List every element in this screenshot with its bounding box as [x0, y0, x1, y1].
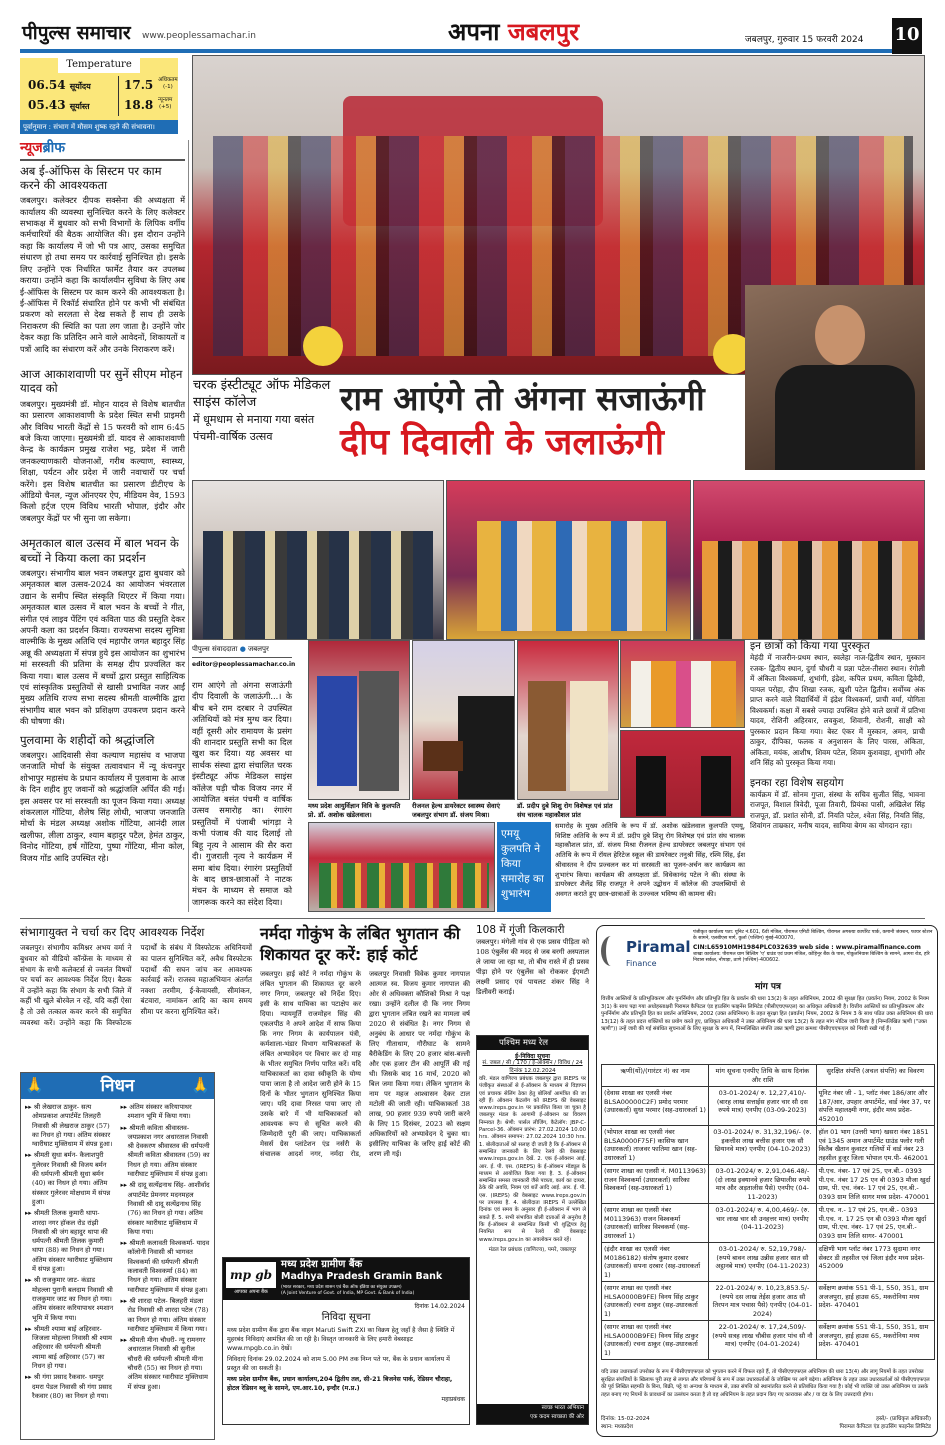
- inaugural-body: समारोह के मुख्य अतिथि के रूप में डॉ. अशोक खंडेलवाल कुलपति एमयू, विशिष्ट अतिथि के रूप में डॉ. प्रदीप दुबे शिशु रोग विशेषज्ञ एवं प्रांत संघ चालक महाकौशल प्रांत, डॉ. संजय मिश्रा रीजनल हेल्थ डायरेक्टर जबलपुर संभाग एवं अतिथि के रूप में रॉयल हेरिटेज स्कूल की डायरेक्टर तनुश्री सिंह, रश्मि सिंह, ईश श्रीवास्तव ने दीप प्रज्वलन कर मां सरस्वती का पूजन-अर्चन कर कार्यक्रम का शुभारंभ किया। कार्यक्रम की अध्यक्षता डॉ. विवेकानंद पटेल ने की। संस्था के डायरेक्टर शैलेंद्र सिंह राजपूत ने अपने उद्बोधन में कॉलेज की उपलब्धियों से अवगत कराते हुए छात्र-छात्राओं के उज्ज्वल भविष्य की कामना की।: [555, 822, 745, 898]
- table-cell: यूनिट नंबर जी - 1, प्लॉट नंबर 186/आर और 187/आर, उपहार अपार्टमेंट, वार्ड नंबर 37, पर संपत्ति महालक्ष्मी नगर, इंदौर मध्य प्रदेश- 452010: [816, 1087, 934, 1126]
- obituary-item: ▸▸ श्रीमती कलावती विश्वकर्मा- यादव कॉलोनी निवासी श्री भागवत विश्वकर्मा की धर्मपत्नी श्रीमती कलावती विश्वकर्मा (84) का निधन हो गया। अंतिम संस्कार ग्वारीघाट मुक्तिधाम में संपन्न हुआ।: [120, 1239, 210, 1294]
- vice-chancellor-photo: [308, 640, 410, 800]
- min-temp: 18.8: [124, 98, 154, 112]
- photo-caption: रीजनल हेल्थ डायरेक्टर स्वास्थ्य सेवाएं जबलपुर संभाग डॉ. संजय मिश्रा।: [412, 802, 500, 819]
- table-cell: सर्वेक्षण क्रमांक 551 पी-1, 550, 351, ग्राम अजजपुरा, हाई हाउस 65, मकरोनिया मध्य प्रदेश- 470401: [816, 1321, 934, 1360]
- table-cell: 22-01-2024/ रु. 10,23,853.5/- (रुपये दस लाख तेईस हजार आठ सौ तिरपन मात्र पचास पैसे) एनपीए (04-01-2024): [709, 1282, 816, 1321]
- issue-date: जबलपुर, गुरुवार 15 फरवरी 2024: [745, 35, 864, 45]
- obituary-item: ▸▸ श्रीमती सुधा बर्मन- कैलाशपुरी गुलेरवर निवासी श्री विजय बर्मन की धर्मपत्नी श्रीमती सुधा बर्मन (40) का निधन हो गया। अंतिम संस्कार गुलेरवर मोक्षधाम में संपन्न हुआ।: [25, 1151, 111, 1206]
- obituary-item: ▸▸ श्री शारदा पटेल- बिलहरी मंडला रोड निवासी श्री शारदा पटेल (78) का निधन हो गया। अंतिम संस्कार ग्वारीघाट मुक्तिधाम में किया गया।: [120, 1296, 209, 1333]
- table-cell: 03-01-2024/ रु. 4,00,469/- (रु. चार लाख चार सौ उनहत्तर मात्र) एनपीए (04-11-2023): [709, 1204, 816, 1243]
- table-row: [602, 1087, 935, 1126]
- news-brief-label: न्यूजब्रीफ: [20, 140, 66, 156]
- obituary-item: ▸▸ श्रीमती श्यामा बाई अहिरवार- जिजला मोहल्ला निवासी श्री श्याम अहिरवार की धर्मपत्नी श्रीमती श्यामा बाई अहिरवार (57) का निधन हो गया।: [25, 1324, 112, 1371]
- photo-caption: डॉ. प्रदीप दुबे शिशु रोग विशेषज्ञ एवं प्रांत संघ चालक महाकौशल प्रांत: [517, 802, 613, 819]
- section-title: अपना जबलपुर: [448, 18, 580, 46]
- table-row: [602, 1165, 935, 1204]
- piramal-logo: Piramal Finance: [601, 932, 691, 977]
- obituary-item: ▸▸ श्रीमती कविता श्रीवास्तव- जयप्रकाश नगर अधारताल निवासी श्री देवकरण श्रीवास्तव की धर्मपत्नी श्रीमती कविता श्रीवास्तव (59) का निधन हो गया। अंतिम संस्कार ग्वारीघाट मुक्तिधाम में संपन्न हुआ।: [120, 1123, 210, 1179]
- obituary-item: ▸▸ श्री लेखराज ठाकुर- सत्य ओमप्रकाश अपार्टमेंट तिलहरी निवासी श्री लेखराज ठाकुर (57) का निधन हो गया। अंतिम संस्कार ग्वारीघाट मुक्तिधाम में संपन्न हुआ।: [25, 1103, 113, 1149]
- table-cell: पी.एच. नंबर- 17 एवं 25, एन.बी.- 0393 पी.एच. नंबर 17 25 एन बी 0393 मौजा खुर्दा ग्राम, पी. एच. नंबर- 17 एवं 25, एन.बी.- 0393 ग्राम तिलि सागर मध्य प्रदेश- 470001: [816, 1165, 934, 1204]
- table-cell: 03-01-2024/ रु. 2,91,046.48/- (दो लाख इक्यानवे हजार छियालीस रुपये मात्र और अड़तालीस पैसे) एनपीए (04-11-2023): [709, 1165, 816, 1204]
- max-temp: 17.5: [124, 78, 154, 92]
- inaugural-box: एमयू कुलपति ने किया समारोह का शुभारंभ: [497, 822, 551, 912]
- brief-body: जबलपुर। कलेक्टर दीपक सक्सेना की अध्यक्षता में कार्यालय की व्यवस्था सुनिश्चित करने के लिए कलेक्टर सभाकक्ष में बुधवार को सभी विभागों के लिपिक वर्गीय कर्मचारियों की बैठक आयोजित की। इस दौरान उन्होंने कहा कि कार्यालय में जो भी पत्र आए, उसका समुचित संधारण हो तथा समय पर कार्रवाई सुनिश्चित हो। इसके लिए उन्होंने एक निर्धारित फार्मेट तैयार कर उपलब्ध कराया। उन्होंने कहा कि कार्यालयीन सुविधा के लिए अब ई-ऑफिस के सिस्टम पर काम करने की आवश्यकता है। ई-ऑफिस में रिकॉर्ड संधारित होने पर कभी भी संबंधित प्रकरण को सरलता से देख सकते हैं साथ ही उसके निराकरण की स्थिति का पता लग जाता है। उन्होंने जोर देकर कहा कि प्रतिदिन आने वाले आवेदनों, शिकायतों व पत्रों आदि का संधारण करें और उनके निराकरण करें।: [20, 195, 185, 354]
- brief-body: जबलपुर। आदिवासी सेवा कल्याण महासंघ व भाजपा जनजाति मोर्चा के संयुक्त तत्वावधान में न्यू कंचनपुर शोभापुर महासंघ के प्रधान कार्यालय में पुलवामा के आज के दिन शहीद हुए जवानों को श्रद्धांजलि अर्पित की गई। इस अवसर पर मां सरस्वती का पूजन किया गया। अध्यक्ष शंकरलाल गोंटिया, शैलेष सिंह लोधी, भाजपा जनजाति मोर्चा के मंडल अध्यक्ष अशोक गोंटिया, आनंदी लाल खलीफा, लीला ठाकुर, श्याम बहादुर पटैल, हेमंत ठाकुर, विनोद गोंटिया, हर्ष गोंटिया, पुष्पा गोंटिया, मीना कोल, विजय गोंड आदि उपस्थित रहे।: [20, 749, 185, 863]
- weather-title: Temperature: [58, 58, 140, 73]
- folded-hands-icon: 🙏: [191, 1076, 210, 1094]
- ambulance-story: 108 में गूंजी किलकारी जबलपुर। मंगेली गांव से एक प्रसव पीड़िता को 108 एंबुलेंस की मदद से जब बरगी अस्पताल ले जाया जा रहा था, तो बीच रास्ते में ही प्रसव पीड़ा होने पर एंबुलेंस को रोककर ईएमटी लक्ष्मी प्रसाद एवं पायलट शंकर सिंह ने डिलीवरी कराई।: [476, 924, 589, 996]
- table-row: [602, 1243, 935, 1282]
- table-cell: 03-01-2024/ रु. 52,19,798/- (रुपये बावन लाख उन्नीस हजार सात सौ अट्ठानबे मात्र) एनपीए (04-11-2023): [709, 1243, 816, 1282]
- brief-body: जबलपुर। संभागीय बाल भवन जबलपुर द्वारा बुधवार को अमृतकाल बाल उत्सव-2024 का आयोजन भंवरताल उद्यान के समीप स्थित संस्कृति थिएटर में किया गया। अमृतकाल बाल उत्सव में बाल भवन के बच्चों ने गीत, संगीत एवं लाइव पेंटिंग एवं कविता पाठ की प्रस्तुति देकर अपनी कला का प्रदर्शन किया। राज्यसभा सदस्य सुमित्रा वाल्मीकि के मुख्य अतिथि एवं महापौर जगत बहादुर सिंह अन्नू की अध्यक्षता में संपन्न हुये इस आयोजन का शुभारंभ मां सरस्वती की प्रतिमा के समक्ष दीप प्रज्वलित कर किया गया। बाल उत्सव में बच्चों द्वारा प्रस्तुत साहित्यिक एवं सांस्कृतिक प्रस्तुतियों से खासी प्रभावित नजर आईं मुख्य अतिथि राज्य सभा सदस्य श्रीमती वाल्मीकि द्वारा संभागीय बाल भवन को प्रशिक्षण उपकरण प्रदान करने की घोषणा की।: [20, 567, 185, 727]
- table-cell: (सागर शाखा का एलसी नंबर HLSA0000B9FE) विनय सिंह ठाकुर (उधारकर्ता) रचना ठाकुर (सह-उधारकर्ता 1): [602, 1282, 709, 1321]
- obituary-box: निधन 🙏 🙏 ▸▸ श्री लेखराज ठाकुर- सत्य ओमप्रकाश अपार्टमेंट तिलहरी निवासी श्री लेखराज ठाकुर (57) का निधन हो गया। अंतिम संस्कार ग्वारीघाट मुक्तिधाम में संपन्न हुआ। ▸▸ श्रीमती सुधा बर्मन- कैलाशपुरी गुलेरवर निवासी श्री विजय बर्मन की धर्मपत्नी श्रीमती सुधा बर्मन (40) का निधन हो गया। अंतिम संस्कार गुलेरवर मोक्षधाम में संपन्न हुआ। ▸▸ श्रीमती तिलक कुमारी थापा- शारदा नगर हॉकल रोड रांझी निवासी श्री जंग बहादुर थापा की धर्मपत्नी श्रीमती तिलक कुमारी थापा (88) का निधन हो गया। अंतिम संस्कार ग्वारीघाट मुक्तिधाम में संपन्न हुआ। ▸▸ श्री राजकुमार जाट- कंडाड मोहल्ला पुरानी बलदाम निवासी श्री राजकुमार जाट का निधन हो गया। अंतिम संस्कार करियापाथर श्मशान भूमि में किया गया। ▸▸ श्रीमती श्यामा बाई अहिरवार- जिजला मोहल्ला निवासी श्री श्याम अहिरवार की धर्मपत्नी श्रीमती श्यामा बाई अहिरवार (57) का निधन हो गया। ▸▸ श्री गंगा प्रसाद रैकवार- धमपुर दमरा पेडल निवासी श्री गंगा प्रसाद रैकवार (80) का निधन हो गया। ▸▸ अंतिम संस्कार करियापाथर श्मशान भूमि में किया गया। ▸▸ श्रीमती कविता श्रीवास्तव- जयप्रकाश नगर अधारताल निवासी श्री देवकरण श्रीवास्तव की धर्मपत्नी श्रीमती कविता श्रीवास्तव (59) का निधन हो गया। अंतिम संस्कार ग्वारीघाट मुक्तिधाम में संपन्न हुआ। ▸▸ श्री दादू सत्येंद्रनाथ सिंह- आशीर्वाद अपार्टमेंट प्रेमनगर मदनमहल निवासी श्री दादू सत्येंद्रनाथ सिंह (76) का निधन हो गया। अंतिम संस्कार ग्वारीघाट मुक्तिधाम में किया गया। ▸▸ श्रीमती कलावती विश्वकर्मा- यादव कॉलोनी निवासी श्री भागवत विश्वकर्मा की धर्मपत्नी श्रीमती कलावती विश्वकर्मा (84) का निधन हो गया। अंतिम संस्कार ग्वारीघाट मुक्तिधाम में संपन्न हुआ। ▸▸ श्री शारदा पटेल- बिलहरी मंडला रोड निवासी श्री शारदा पटेल (78) का निधन हो गया। अंतिम संस्कार ग्वारीघाट मुक्तिधाम में किया गया। ▸▸ श्रीमती मीना चौधरी- न्यू रामनगर अधारताल निवासी श्री सुनील चौधरी की धर्मपत्नी श्रीमती मीना चौधरी (55) का निधन हो गया। अंतिम संस्कार ग्वारीघाट मुक्तिधाम में संपन्न हुआ।: [20, 1072, 215, 1440]
- obituary-item: ▸▸ श्री गंगा प्रसाद रैकवार- धमपुर दमरा पेडल निवासी श्री गंगा प्रसाद रैकवार (80) का निधन हो गया।: [25, 1373, 112, 1400]
- table-cell: (देवास शाखा का एलसी नंबर BLSA00000C2F) प्रमोद परमार (उधारकर्ता) सुधा परमार (सह-उधारकर्ता 1): [602, 1087, 709, 1126]
- table-cell: दक्षिणी भाग प्लॉट नंबर 1773 सुदामा नगर सेक्टर डी तहसील एवं जिला इंदौर मध्य प्रदेश- 452009: [816, 1243, 934, 1282]
- weather-forecast: पूर्वानुमान : संभाग में मौसम शुष्क रहने की संभावना।: [20, 120, 178, 134]
- news-brief-column: [20, 140, 185, 864]
- folded-hands-icon: 🙏: [25, 1076, 44, 1094]
- masthead-rule: [20, 49, 892, 53]
- punjabi-dance-photo: [620, 730, 745, 818]
- weather-box: Temperature 06.54 सूर्योदय 05.43 सूर्यास्त 17.5 अधिकतम (-1) 18.8 न्यूनतम (+5): [20, 58, 178, 120]
- table-cell: (इंदौर शाखा का एलसी नंबर M0186182) संतोष कुमार दरबार (उधारकर्ता) सपना दरबार (सह-उधारकर्ता 1): [602, 1243, 709, 1282]
- table-cell: सर्वेक्षण क्रमांक 551 पी-1, 550, 351, ग्राम अजजपुरा, हाई हाउस 65, मकरोनिया मध्य प्रदेश- 470401: [816, 1282, 934, 1321]
- lead-kicker: चरक इंस्टीट्यूट ऑफ मेडिकल साइंस कॉलेज में धूमधाम से मनाया गया बसंत पंचमी-वार्षिक उत्सव: [193, 378, 331, 443]
- table-row: [602, 1282, 935, 1321]
- group-photo-1: [192, 480, 444, 640]
- mpgb-logo: mp gb: [226, 1262, 276, 1288]
- obituary-item: ▸▸ अंतिम संस्कार करियापाथर श्मशान भूमि में किया गया।: [120, 1103, 192, 1121]
- folk-dance-photo: [308, 822, 495, 912]
- table-cell: 22-01-2024/ रु. 17,24,509/- (रुपये सत्रह लाख चौबीस हजार पांच सौ नौ मात्र) एनपीए (04-01-2024): [709, 1321, 816, 1360]
- website-url[interactable]: www.peoplessamachar.in: [142, 31, 256, 41]
- brief-headline: अब ई-ऑफिस के सिस्टम पर काम करने की आवश्यकता: [20, 163, 162, 192]
- chief-guest-photo: [745, 285, 925, 470]
- obituary-item: ▸▸ श्रीमती मीना चौधरी- न्यू रामनगर अधारताल निवासी श्री सुनील चौधरी की धर्मपत्नी श्रीमती मीना चौधरी (55) का निधन हो गया। अंतिम संस्कार ग्वारीघाट मुक्तिधाम में संपन्न हुआ।: [120, 1336, 208, 1391]
- masthead: [0, 0, 945, 52]
- demand-notice-table: [601, 1064, 935, 1360]
- newspaper-logo: पीपुल्स समाचार: [22, 22, 131, 44]
- lead-byline: पीपुल्स संवाददाता ● जबलपुर editor@peoplessamachar.co.in: [192, 645, 296, 668]
- table-row: [602, 1321, 935, 1360]
- brief-headline: पुलवामा के शहीदों को श्रद्धांजलि: [20, 732, 155, 747]
- group-photo-2: [693, 480, 925, 640]
- narmada-story: नर्मदा गोकुंभ के लंबित भुगतान की शिकायत दूर करें: हाई कोर्ट जबलपुर। हाई कोर्ट ने नर्मदा गोकुंभ के लंबित भुगतान की शिकायत दूर करने नगर निगम, जबलपुर को निर्देश दिए। इसी के साथ याचिका का पटाक्षेप कर दिया। न्यायमूर्ति राजमोहन सिंह की एकलपीठ ने अपने आदेश में साफ किया कि नगर निगम के कार्यपालन यंत्री, कर्मशाला-भंडार विभाग याचिकाकर्ता के लंबित अभ्यावेदन पर विचार कर दो माह के भीतर समुचित निर्णय पारित करें। यदि याचिकाकर्ता का दावा स्वीकृति के योग्य पाया जाता है तो आदेश जारी होने के 15 दिनों के भीतर भुगतान सुनिश्चित किया जाए। यदि दावा निरस्त पाया जाए तो उसके बारे में भी याचिकाकर्ता को आवश्यक रूप से सूचित करने की जिम्मेदारी पूरी की जाए। याचिकाकर्ता मेसर्स ग्रेस प्लांटेशन एंड नर्सरी के संचालक आदर्श नगर, नर्मदा रोड, जबलपुर निवासी विवेक कुमार नागपाल आत्मज स्व. विजय कुमार नागपाल की ओर से अधिवक्ता कौशिको मिश्रा ने पक्ष रखा। उन्होंने दलील दी कि नगर निगम द्वारा भुगतान लंबित रखने का मामला वर्ष 2020 से संबंधित है। नगर निगम से अनुबंध के आधार पर नर्मदा गोकुंभ के लिए गीताधाम, गौरीघाट के सामने बैरीकेडिंग के लिए 20 हजार बांस-बल्ली और एक हजार टीन की आपूर्ति की गई थी। जिसके बाद 16 मार्च, 2020 को बिल जमा किया गया। लेकिन भुगतान के नाम पर महज आश्वासन देकर टाल मटोली की जाती रही। याचिकाकर्ता 38 लाख, 90 हजार 939 रुपये जारी करने के लिए 15 दिसंबर, 2023 को सक्षम अधिकारियों को अभ्यावेदन दे चुका था। इसीलिए याचिका के जरिए हाई कोर्ट की शरण ली गई।: [260, 924, 470, 1158]
- railway-tender-notice: पश्चिम मध्य रेल ई-निविदा सूचना सं. जबल / सी / 170 / ई-ऑक्शन / विविध / 24 दिनांक 12.02.2024 वरि. मंडल वाणिज्य प्रबंधक जबलपुर द्वारा IREPS पर पंजीकृत संस्थाओं से ई-ऑक्शन के माध्यम से विज्ञापन एवं प्रचारक सेलिंग ठेका हेतु बोलियाँ आमंत्रित की जा रही हैं। ऑक्शन कैटलॉग को IREPS की वेबसाइट www.ireps.gov.in पर प्रकाशित किया जा चुका है जबलपुर मंडल के आगामी ई-ऑक्शन का विवरण निम्नवत है। श्रेणी: पार्सल लीजिंग, कैटेलॉग: JBP-C-Parcel-36. ऑक्शन प्रारंभ: 27.02.2024 10.00 hrs. ऑक्शन समापन: 27.02.2024 10:30 hrs. 1. बोलीदाताओं को सलाह दी जाती है कि ई-ऑक्शन से सम्बन्धित जानकारी के लिए रेलवे की वेबसाइट www.ireps.gov.in देखें. 2. एक ई-ऑक्शन आई. आर. ई. पी. एस. (IREPS) के ई-ऑक्शन मॉड्यूल के माध्यम से आयोजित किया गया है. 3. ई-ऑक्शन सम्बन्धित समस्त जानकारी जैसे पात्रता, कार्य का दायरा, ठेके की अवधि, नियम एवं शर्तें आदि आई. आर. ई. पी. एस. (IREPS) की वेबसाइट www.ireps.gov.in पर उपलब्ध है. 4. बोलीदाता IREPS में उल्लेखित दिनांक एवं समय के अनुसार ही ई-ऑक्शन में भाग ले सकते हैं. 5. सभी संभावित बोली दाताओं से अनुरोध है कि ई-ऑक्शन से सम्बन्धित किसी भी शुद्धिपत्र हेतु नियमित रूप से रेलवे की वेबसाइट www.ireps.gov.in का अवलोकन करते रहें। मंडल रेल प्रबंधक (वाणिज्य), पमरे, जबलपुर स्वच्छ भारत अभियान एक कदम स्वच्छता की ओर: [476, 1035, 589, 1425]
- guests-photo: [620, 640, 745, 728]
- table-header: ऋणी(यों)/(गारंटर नं) का नाम: [602, 1065, 709, 1087]
- table-row: [602, 1126, 935, 1165]
- table-cell: (सागर शाखा का एलसी नंबर HLSA0000B9FE) विनय सिंह ठाकुर (उधारकर्ता) रचना ठाकुर (सह-उधारकर्ता 1): [602, 1321, 709, 1360]
- awards-section: इन छात्रों को किया गया पुरस्कृत मेहंदी में नाजरीन-प्रथम स्थान, स्वलेहा नाज-द्वितीय स्थान, मुस्कान रजक- द्वितीय स्थान, दुर्गा चौधरी व प्रज्ञा पटेल-तीसरा स्थान। रंगोली में अंकिता विश्वकर्मा, शुभांगी, इंद्रेश, कपिल प्रथम, कविता द्विवेदी, पायल परोहा, दीप शिखा रजक, खुशी पटेल द्वितीय। सर्वोच्च अंक प्राप्त करने वाले विद्यार्थियों में इंद्रेश विश्वकर्मा, प्राची वर्मा, योगिता विश्वकर्मा। कक्षा में सबसे ज्यादा उपस्थित होने वाले छात्रों में प्रतिभा यादव, रोशिनी अहिरवार, लवकुश, शिवानी, रोशनी, साक्षी को पुरस्कार प्रदान किया गया। बेस्ट एंकर में मुस्कान, अमन, प्राची ठाकुर, दीपिका, फलक व अनुशासन के लिए पारस, अंकिता, अंकिता, मयंक, आशीष, शिवम पटेल, शिवम कुशवाहा, शुभांगी और शनि सिंह को पुरस्कृत किया गया। इनका रहा विशेष सहयोग कार्यक्रम में डॉ. सोनम गुप्ता, संस्था के सचिव सुजीत सिंह, भावना राजपूत, विशाल त्रिवेदी, पूजा तिवारी, प्रियंका पासी, अखिलेश सिंह राजपूत, डॉ. प्रशांत सोनी, डॉ. नियति पटेल, श्वेता सिंह, नियति सिंह, शिवांगन ताम्रकार, मनीष यादव, सामिया बेगम का योगदान रहा।: [750, 640, 925, 831]
- commissioner-story: संभागायुक्त ने चर्चा कर दिए आवश्यक निर्देश जबलपुर। संभागीय कमिश्नर अभय वर्मा ने बुधवार को वीडियो कॉन्फ्रेंस के माध्यम से संभाग के सभी कलेक्टर्स से ज्वलंत विषयों पर चर्चा कर आवश्यक निर्देश दिए। बैठक में उन्होंने कहा कि संभाग के सभी जिले में कहीं भी खुले बोरवेल न रहें, यदि कहीं ऐसा है तो उसे तत्काल कवर करने की समुचित व्यवस्था करें। उन्होंने कहा कि विस्फोटक पदार्थों के संबंध में विस्फोटक अधिनियमों का पालन सुनिश्चित करें, अवैध विस्फोटक पदार्थों की सघन जांच कर आवश्यक कार्रवाई करें। राजस्व महाअभियान अंतर्गत नक्शा तरमीम, ई-केवायसी, सीमांकन, बंटवारा, नामांकन आदि का काम समय सीमा पर करना सुनिश्चित करें।: [20, 925, 252, 1027]
- table-cell: 03-01-2024/ रु. 31,32,196/- (रु. इकत्तीस लाख बत्तीस हजार एक सौ छियानवे मात्र) एनपीए (04-10-2023): [709, 1126, 816, 1165]
- table-header: मांग सूचना एनपीए तिथि के साथ दिनांक और राशि: [709, 1065, 816, 1087]
- piramal-demand-notice: Piramal Finance पंजीकृत कार्यालय पता: यूनिट नं.601, 6वी मंजिल, पीरामल एमिटी बिल्डिंग, पीरामल अगस्त्या कार्पोरेट पार्क, कमानी जंक्शन, फायर स्टेशन के सामने, एलबीएस मार्ग, कुर्ला (पश्चिम) मुंबई-400070, CIN:L65910MH1984PLC032639 web side : www.piramalfinance.com शाखा कार्यालय: पीरामल ग्राम बिल्डिंग 'ए' ग्राउंड एवं प्रथम मंजिल, कोहिनूर बैंक के पास, गोकुलनिवास बिल्डिंग के सामने, आगरा रोड, हरि निवास सर्कल, नौपाड़ा, ठाणे (पश्चिम)-400602. मांग पत्र वित्तीय आस्तियों के प्रतिभूतिकरण और पुनर्निर्माण और प्रतिभूति हित के प्रवर्तन की धारा 13(2) के तहत अधिनियम, 2002 की सुरक्षा हित (प्रवर्तन) नियम, 2002 के नियम 3(1) के साथ पढ़ा गया अधोहस्ताक्षरी पिरामल कैपिटल एंड हाउसिंग फाइनेंस लिमिटेड (पीसीएचएफएल) का अधिकृत अधिकारी है। वित्तीय आस्तियों का प्रतिभूतिकरण और पुनर्निर्माण और प्रतिभूति हित का प्रवर्तन अधिनियम, 2002 (उक्त अधिनियम) के तहत सुरक्षा हित (प्रवर्तन) नियम, 2002 के नियम 3 के साथ पठित उक्त अधिनियम की धारा 13(12) के तहत प्रदत्त शक्तियों का प्रयोग करते हुए, प्राधिकृत अधिकारी ने उक्त अधिनियम की धारा 13(2) के तहत मांग नोटिस जारी किया है (निम्नलिखित ऋणी ("उक्त ऋणी")) उन्हें जारी की गई संबंधित सूचनाओं के लिए सुरक्षा के रूप में, निम्नलिखित संपत्ति उक्त ऋणी द्वारा क्रमशः पीसीएचएफएल को गिरवी रखी गई हैं। ऋणी(यों)/(गारंटर नं) का नाम मांग सूचना एनपीए तिथि के साथ दिनांक और राशि सुरक्षित संपत्ति (अचल संपत्ति) का विवरण (देवास शाखा का एलसी नंबर BLSA00000C2F) प्रमोद परमार (उधारकर्ता) सुधा परमार (सह-उधारकर्ता 1) 03-01-2024/ रु. 12,27,410/- (बारह लाख सत्ताईस हजार चार सौ दस रुपये मात्र) एनपीए (03-09-2023) यूनिट नंबर जी - 1, प्लॉट नंबर 186/आर और 187/आर, उपहार अपार्टमेंट, वार्ड नंबर 37, पर संपत्ति महालक्ष्मी नगर, इंदौर मध्य प्रदेश- 452010 (भोपाल शाखा का एलसी नंबर BLSA0000F75F) कासिफ खान (उधारकर्ता) ताजवर फातिमा खान (सह-उधारकर्ता 1) 03-01-2024/ रु. 31,32,196/- (रु. इकत्तीस लाख बत्तीस हजार एक सौ छियानवे मात्र) एनपीए (04-10-2023) हॉल 01 भाग (उत्तरी भाग) खसरा नंबर 1851 एवं 1345 अमान अपार्टमेंट ग्राउंड फ्लोर गली कितैब खैतान कुवाटर गलियों में वार्ड नंबर 23 तहसील हुजूर जिला भोपाल एम.पी- 462001 (सागर शाखा का एलसी नं. M0113963) राजन विश्वकर्मा (उधारकर्ता) सारिका विश्वकर्मा (सह-उधारकर्ता 1) 03-01-2024/ रु. 2,91,046.48/- (दो लाख इक्यानवे हजार छियालीस रुपये मात्र और अड़तालीस पैसे) एनपीए (04-11-2023) पी.एच. नंबर- 17 एवं 25, एन.बी.- 0393 पी.एच. नंबर 17 25 एन बी 0393 मौजा खुर्दा ग्राम, पी. एच. नंबर- 17 एवं 25, एन.बी.- 0393 ग्राम तिलि सागर मध्य प्रदेश- 470001 (सागर शाखा का एलसी नंबर M0113963) राजन विश्वकर्मा (उधारकर्ता) सारिका विश्वकर्मा (सह-उधारकर्ता 1) 03-01-2024/ रु. 4,00,469/- (रु. चार लाख चार सौ उनहत्तर मात्र) एनपीए (04-11-2023) पी.एच. न.- 17 एवं 25, एन.बी.- 0393 पी.एच. न. 17 25 एन बी 0393 मौजा खुर्दा ग्राम, पी.एच. नंबर- 17 एवं 25, एन.बी.- 0393 ग्राम तिलि सागर- 470001 (इंदौर शाखा का एलसी नंबर M0186182) संतोष कुमार दरबार (उधारकर्ता) सपना दरबार (सह-उधारकर्ता 1) 03-01-2024/ रु. 52,19,798/- (रुपये बावन लाख उन्नीस हजार सात सौ अट्ठानबे मात्र) एनपीए (04-11-2023) दक्षिणी भाग प्लॉट नंबर 1773 सुदामा नगर सेक्टर डी तहसील एवं जिला इंदौर मध्य प्रदेश- 452009 (सागर शाखा का एलसी नंबर HLSA0000B9FE) विनय सिंह ठाकुर (उधारकर्ता) रचना ठाकुर (सह-उधारकर्ता 1) 22-01-2024/ रु. 10,23,853.5/- (रुपये दस लाख तेईस हजार आठ सौ तिरपन मात्र पचास पैसे) एनपीए (04-01-2024) सर्वेक्षण क्रमांक 551 पी-1, 550, 351, ग्राम अजजपुरा, हाई हाउस 65, मकरोनिया मध्य प्रदेश- 470401 (सागर शाखा का एलसी नंबर HLSA0000B9FE) विनय सिंह ठाकुर (उधारकर्ता) रचना ठाकुर (सह-उधारकर्ता 1) 22-01-2024/ रु. 17,24,509/- (रुपये सत्रह लाख चौबीस हजार पांच सौ नौ मात्र) एनपीए (04-01-2024) सर्वेक्षण क्रमांक 551 पी-1, 550, 351, ग्राम अजजपुरा, हाई हाउस 65, मकरोनिया मध्य प्रदेश- 470401 यदि उक्त उधारकर्ता उपरोक्त के रूप में पीसीएचएफएल को भुगतान करने में विफल रहते हैं, तो पीसीएचएफएल अधिनियम की धारा 13(4) और लागू नियमों के तहत उपरोक्त सुरक्षित संपत्तियों के खिलाफ पूरी तरह से लागत और परिणामों के रूप में उक्त उधारकर्ताओं के जोखिम पर आगे बढ़ेगा। अधिनियम के तहत उक्त उधारकर्ताओं को पीसीएचएफएल की पूर्व लिखित सहमति के बिना, बिक्री, पट्टे या अन्यथा के माध्यम से, उक्त संपत्ति को स्थानांतरित करने से प्रतिबंधित किया गया है। कोई भी व्यक्ति जो उक्त अधिनियम या उसके तहत बनाए गए नियमों के प्रावधानों का उल्लंघन करता है तो वह अधिनियम के तहत प्रदान किए गए कारावास और / या दंड के लिए उत्तरदायी होगा। दिनांक: 15-02-2024 स्थान: मध्यप्रदेश हस्ते/- (प्राधिकृत अधिकारी) पिरामल कैपिटल एंड हाउसिंग फाइनेंस लिमिटेड: [596, 925, 938, 1437]
- health-director-photo: [412, 640, 515, 800]
- brief-headline: अमृतकाल बाल उत्सव में बाल भवन के बच्चों ने किया कला का प्रदर्शन: [20, 536, 179, 565]
- obituary-item: ▸▸ श्री राजकुमार जाट- कंडाड मोहल्ला पुरानी बलदाम निवासी श्री राजकुमार जाट का निधन हो गया। अंतिम संस्कार करियापाथर श्मशान भूमि में किया गया।: [25, 1276, 114, 1322]
- obituary-item: ▸▸ श्री दादू सत्येंद्रनाथ सिंह- आशीर्वाद अपार्टमेंट प्रेमनगर मदनमहल निवासी श्री दादू सत्येंद्रनाथ सिंह (76) का निधन हो गया। अंतिम संस्कार ग्वारीघाट मुक्तिधाम में किया गया।: [120, 1181, 210, 1236]
- editor-email[interactable]: editor@peoplessamachar.co.in: [192, 661, 296, 668]
- table-row: [602, 1204, 935, 1243]
- table-cell: (सागर शाखा का एलसी नं. M0113963) राजन विश्वकर्मा (उधारकर्ता) सारिका विश्वकर्मा (सह-उधारकर्ता 1): [602, 1165, 709, 1204]
- photo-caption: मध्य प्रदेश आयुर्विज्ञान विवि के कुलपति प्रो. डॉ. अशोक खंडेलवाल।: [308, 802, 401, 819]
- page-number: 10: [892, 18, 922, 54]
- obituary-item: ▸▸ श्रीमती तिलक कुमारी थापा- शारदा नगर हॉकल रोड रांझी निवासी श्री जंग बहादुर थापा की धर्मपत्नी श्रीमती तिलक कुमारी थापा (88) का निधन हो गया। अंतिम संस्कार ग्वारीघाट मुक्तिधाम में संपन्न हुआ।: [25, 1209, 113, 1274]
- table-header: सुरक्षित संपत्ति (अचल संपत्ति) का विवरण: [816, 1065, 934, 1087]
- mpgb-tender-ad: mp gb आपका अपना बैंक मध्य प्रदेश ग्रामीण बैंक Madhya Pradesh Gramin Bank (भारत सरकार, मध्य प्रदेश शासन एवं बैंक ऑफ इंडिया का संयुक्त उपक्रम) (A Joint Venture of Govt. of India, MP Govt. & Bank of India) दिनांक 14.02.2024 निविदा सूचना मध्य प्रदेश ग्रामीण बैंक द्वारा बैंक वाहन Maruti Swift ZXI का विक्रय हेतु जहाँ है जैसा है स्थिति में मुहरबंद निविदाएं आमंत्रित की जा रही है। विस्तृत जानकारी के लिए हमारी वेबसाइट www.mpgb.co.in देखें। निविदाएं दिनांक 29.02.2024 को शाम 5.00 PM तक निम्न पते पर, बैंक के प्रधान कार्यालय में प्रस्तुत की जा सकती है। मध्य प्रदेश ग्रामीण बैंक, प्रधान कार्यालय,204 द्वितीय तल, सी-21 बिजनेस पार्क, रेडिसन चौराहा, होटल रेडिसन ब्लू के सामने, एम.आर.10, इन्दौर (म.प्र.) महाप्रबंधक: [222, 1257, 470, 1425]
- table-cell: हॉल 01 भाग (उत्तरी भाग) खसरा नंबर 1851 एवं 1345 अमान अपार्टमेंट ग्राउंड फ्लोर गली कितैब खैतान कुवाटर गलियों में वार्ड नंबर 23 तहसील हुजूर जिला भोपाल एम.पी- 462001: [816, 1126, 934, 1165]
- table-cell: 03-01-2024/ रु. 12,27,410/- (बारह लाख सत्ताईस हजार चार सौ दस रुपये मात्र) एनपीए (03-09-2023): [709, 1087, 816, 1126]
- brief-headline: आज आकाशवाणी पर सुनें सीएम मोहन यादव को: [20, 366, 183, 396]
- lead-headline-1: राम आएंगे तो अंगना सजाऊंगी: [340, 379, 705, 418]
- brief-body: जबलपुर। मुख्यमंत्री डॉ. मोहन यादव से विशेष बातचीत का प्रसारण आकाशवाणी के प्रदेश स्थित सभी प्राइमरी और विविध भारती केंद्रों से 15 फरवरी को शाम 6:45 बजे किया जाएगा। मुख्यमंत्री डॉ. यादव से आकाशवाणी केन्द्र के कार्यक्रम प्रमुख राजेश भट्ट, प्रदेश में जारी जनकल्याणकारी योजनाओं, गरीब कल्याण, स्वास्थ्य, शिक्षा, पर्यटन और प्रदेश में जारी नवाचारों पर चर्चा करेंगे। इस विशेष बातचीत का प्रसारण डीटीएच के ऑडियो चैनल, न्यूज ऑनएयर ऐप, मीडियम वेव, 1593 किलो हर्ट्ज एएम विविध भारती भोपाल, इंदौर और जबलपुर केंद्रों पर भी सुना जा सकेगा।: [20, 398, 185, 523]
- table-cell: (भोपाल शाखा का एलसी नंबर BLSA0000F75F) कासिफ खान (उधारकर्ता) ताजवर फातिमा खान (सह-उधारकर्ता 1): [602, 1126, 709, 1165]
- lead-headline-2: दीप दिवाली के जलाऊंगी: [340, 422, 664, 463]
- ram-darbar-photo: [446, 480, 691, 640]
- table-cell: (सागर शाखा का एलसी नंबर M0113963) राजन विश्वकर्मा (उधारकर्ता) सारिका विश्वकर्मा (सह-उधारकर्ता 1): [602, 1204, 709, 1243]
- pediatrician-photo: [517, 640, 619, 800]
- table-cell: पी.एच. न.- 17 एवं 25, एन.बी.- 0393 पी.एच. न. 17 25 एन बी 0393 मौजा खुर्दा ग्राम, पी.एच. नंबर- 17 एवं 25, एन.बी.- 0393 ग्राम तिलि सागर- 470001: [816, 1204, 934, 1243]
- lead-body: राम आएंगे तो अंगना सजाऊंगी दीप दिवाली के जलाऊंगी...। के बीच बने राम दरबार ने उपस्थित अतिथियों को मंत्र मुग्ध कर दिया। वहीं दूसरी ओर रामायण के प्रसंग की शानदार प्रस्तुति सभी का दिल खुश कर दिया। यह अवसर था सार्थक संस्था द्वारा संचालित चरक इंस्टीट्यूट ऑफ मेडिकल साइंस कॉलेज घड़ी चौक विजय नगर में आयोजित बसंत पंचमी व वार्षिक उत्सव समारोह का। रंगारंग प्रस्तुतियों में पंजाबी भांगड़ा ने कभी पंजाब की याद दिलाई तो बिहू नृत्य ने आसाम की सैर करा दी। गुजराती नृत्य ने कार्यक्रम में समा बांध दिया। रंगारंग प्रस्तुतियों के बाद छात्र-छात्राओं ने नाटक मंचन के माध्यम से समाज को जागरूक करने का संदेश दिया।: [192, 680, 292, 907]
